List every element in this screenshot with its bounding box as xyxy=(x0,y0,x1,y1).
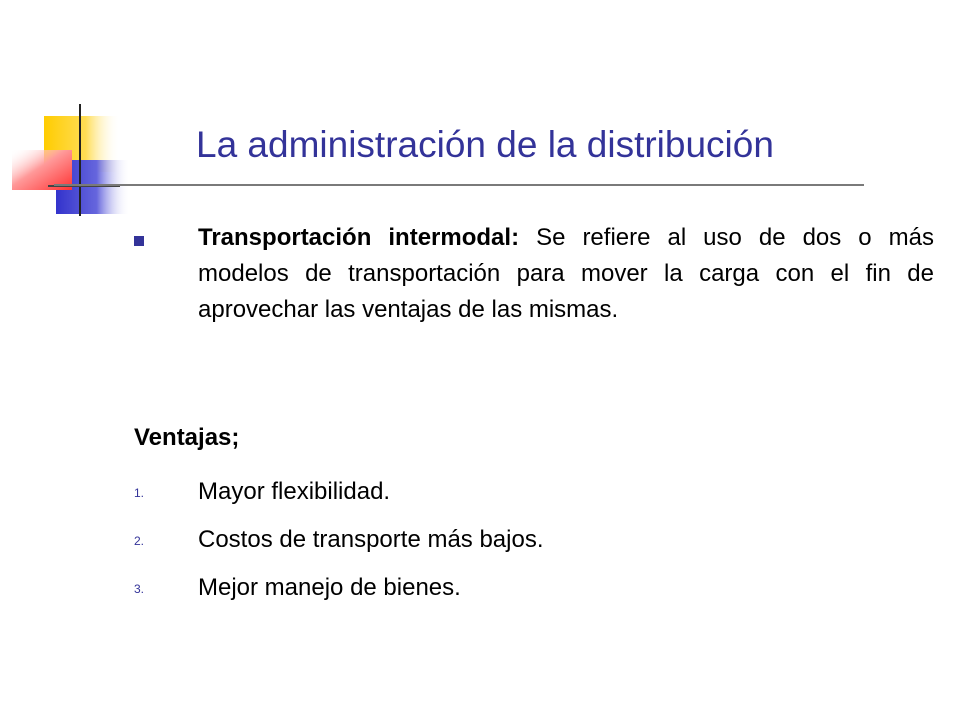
square-bullet-icon xyxy=(134,236,144,246)
list-item-text: Costos de transporte más bajos. xyxy=(198,526,544,553)
advantages-heading: Ventajas; xyxy=(134,424,240,451)
list-number: 2. xyxy=(134,534,145,548)
list-number: 3. xyxy=(134,582,145,596)
list-item-text: Mayor flexibilidad. xyxy=(198,478,391,505)
title-decoration xyxy=(0,0,140,220)
bullet-item xyxy=(134,220,934,328)
list-item xyxy=(134,570,914,618)
bullet-paragraph xyxy=(198,220,934,328)
list-item xyxy=(134,522,914,570)
bullet-term: Transportación intermodal: xyxy=(198,224,520,251)
list-number: 1. xyxy=(134,486,145,500)
title-underline xyxy=(54,184,864,186)
list-item-text: Mejor manejo de bienes. xyxy=(198,574,461,601)
slide-title: La administración de la distribución xyxy=(196,124,774,165)
list-item xyxy=(134,474,914,522)
advantages-list xyxy=(134,474,914,618)
bullet-description: Se refiere al uso de dos o más modelos de transportación para mover la carga con el fin de aprovechar las ventajas de las mismas. xyxy=(198,224,934,323)
